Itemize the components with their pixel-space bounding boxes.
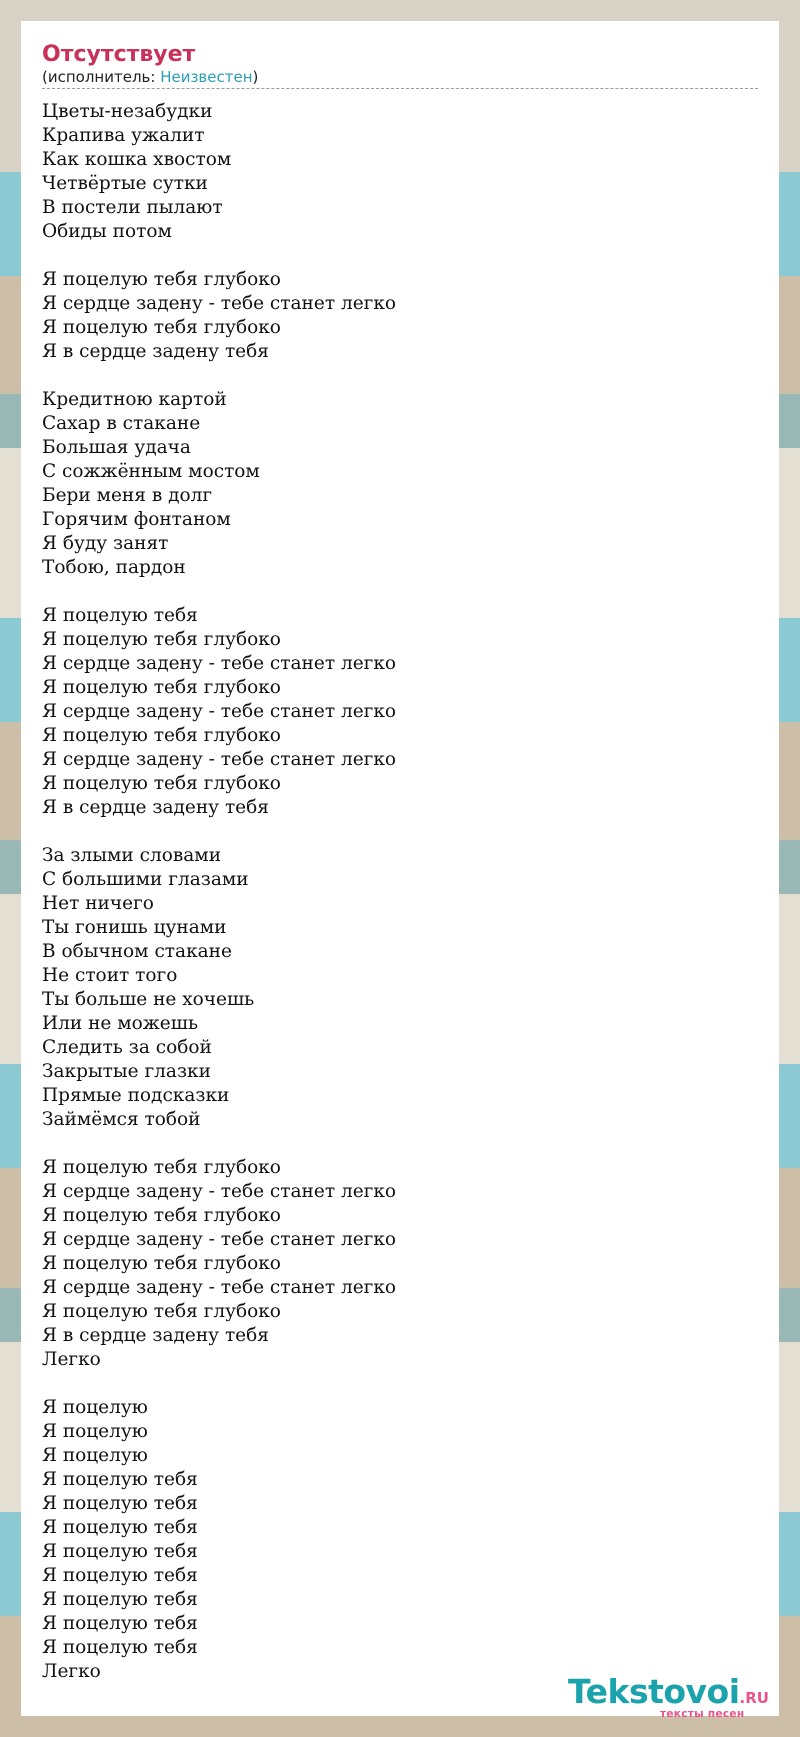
lyric-line: Я сердце задену - тебе станет легко bbox=[42, 701, 397, 722]
lyrics-stanza bbox=[42, 268, 759, 364]
song-title: Отсутствует bbox=[42, 42, 196, 67]
lyric-line: Я в сердце задену тебя bbox=[42, 797, 269, 818]
lyric-line: Я поцелую bbox=[42, 1397, 148, 1418]
lyric-line: Я поцелую тебя глубоко bbox=[42, 1157, 281, 1178]
lyrics-stanza bbox=[42, 1396, 759, 1684]
lyric-line: Крапива ужалит bbox=[42, 125, 205, 146]
lyric-line: Я поцелую тебя bbox=[42, 1493, 198, 1514]
lyric-line: Тобою, пардон bbox=[42, 557, 186, 578]
lyric-line: С большими глазами bbox=[42, 869, 249, 890]
lyrics-stanza bbox=[42, 604, 759, 820]
lyric-line: Легко bbox=[42, 1661, 101, 1682]
lyric-line: Я сердце задену - тебе станет легко bbox=[42, 1181, 397, 1202]
lyric-line: Бери меня в долг bbox=[42, 485, 213, 506]
lyric-line: Ты гонишь цунами bbox=[42, 917, 227, 938]
lyric-line: Я поцелую bbox=[42, 1445, 148, 1466]
lyric-line: Кредитною картой bbox=[42, 389, 227, 410]
lyric-line: Легко bbox=[42, 1349, 101, 1370]
lyric-line: Я поцелую тебя глубоко bbox=[42, 1301, 281, 1322]
lyric-line: Я поцелую тебя bbox=[42, 1637, 198, 1658]
lyric-line: Я поцелую тебя глубоко bbox=[42, 773, 281, 794]
lyric-line: Я поцелую тебя глубоко bbox=[42, 1205, 281, 1226]
lyric-line: Я сердце задену - тебе станет легко bbox=[42, 653, 397, 674]
logo-main-text: Tekstovoi bbox=[568, 1672, 740, 1711]
lyric-line: Я поцелую тебя глубоко bbox=[42, 629, 281, 650]
logo-tagline: тексты песен bbox=[660, 1708, 745, 1720]
lyric-line: Я сердце задену - тебе станет легко bbox=[42, 749, 397, 770]
site-logo[interactable] bbox=[568, 1672, 784, 1718]
lyric-line: Я поцелую тебя глубоко bbox=[42, 1253, 281, 1274]
lyric-line: Я буду занят bbox=[42, 533, 169, 554]
lyric-line: Я поцелую тебя глубоко bbox=[42, 725, 281, 746]
lyric-line: Прямые подсказки bbox=[42, 1085, 230, 1106]
lyric-line: Я поцелую тебя глубоко bbox=[42, 677, 281, 698]
lyrics-stanza bbox=[42, 100, 759, 244]
lyric-line: Займёмся тобой bbox=[42, 1109, 201, 1130]
lyric-line: Я поцелую тебя bbox=[42, 605, 198, 626]
lyric-line: Я поцелую bbox=[42, 1421, 148, 1442]
lyric-line: Я поцелую тебя bbox=[42, 1565, 198, 1586]
lyric-line: Я поцелую тебя bbox=[42, 1589, 198, 1610]
lyric-line: Четвёртые сутки bbox=[42, 173, 208, 194]
lyric-line: Сахар в стакане bbox=[42, 413, 201, 434]
lyric-line: Я поцелую тебя bbox=[42, 1613, 198, 1634]
lyric-line: Я в сердце задену тебя bbox=[42, 1325, 269, 1346]
lyric-line: Я сердце задену - тебе станет легко bbox=[42, 293, 397, 314]
lyric-line: Я в сердце задену тебя bbox=[42, 341, 269, 362]
lyric-line: Я поцелую тебя bbox=[42, 1517, 198, 1538]
lyric-line: Следить за собой bbox=[42, 1037, 212, 1058]
artist-link[interactable]: Неизвестен bbox=[160, 68, 253, 86]
lyrics-stanza bbox=[42, 388, 759, 580]
lyrics-card bbox=[21, 21, 779, 1716]
lyric-line: Горячим фонтаном bbox=[42, 509, 231, 530]
lyric-line: В постели пылают bbox=[42, 197, 223, 218]
artist-suffix: ) bbox=[252, 68, 259, 86]
artist-line bbox=[42, 68, 758, 89]
lyric-line: Я поцелую тебя bbox=[42, 1469, 198, 1490]
lyrics-stanza bbox=[42, 844, 759, 1132]
lyrics-stanza bbox=[42, 1156, 759, 1372]
lyric-line: Как кошка хвостом bbox=[42, 149, 232, 170]
lyrics-body bbox=[42, 100, 759, 1684]
artist-prefix: (исполнитель: bbox=[42, 68, 161, 86]
lyric-line: Ты больше не хочешь bbox=[42, 989, 255, 1010]
lyric-line: Обиды потом bbox=[42, 221, 172, 242]
lyric-line: Большая удача bbox=[42, 437, 191, 458]
lyric-line: Я поцелую тебя глубоко bbox=[42, 317, 281, 338]
logo-domain-text: .RU bbox=[739, 1689, 769, 1707]
lyric-line: Цветы-незабудки bbox=[42, 101, 213, 122]
lyric-line: Я сердце задену - тебе станет легко bbox=[42, 1277, 397, 1298]
lyric-line: Я поцелую тебя bbox=[42, 1541, 198, 1562]
lyric-line: Или не можешь bbox=[42, 1013, 199, 1034]
lyric-line: Не стоит того bbox=[42, 965, 178, 986]
lyric-line: За злыми словами bbox=[42, 845, 222, 866]
lyric-line: В обычном стакане bbox=[42, 941, 232, 962]
lyric-line: Я сердце задену - тебе станет легко bbox=[42, 1229, 397, 1250]
lyric-line: Закрытые глазки bbox=[42, 1061, 211, 1082]
lyric-line: С сожжённым мостом bbox=[42, 461, 260, 482]
lyric-line: Нет ничего bbox=[42, 893, 154, 914]
lyric-line: Я поцелую тебя глубоко bbox=[42, 269, 281, 290]
